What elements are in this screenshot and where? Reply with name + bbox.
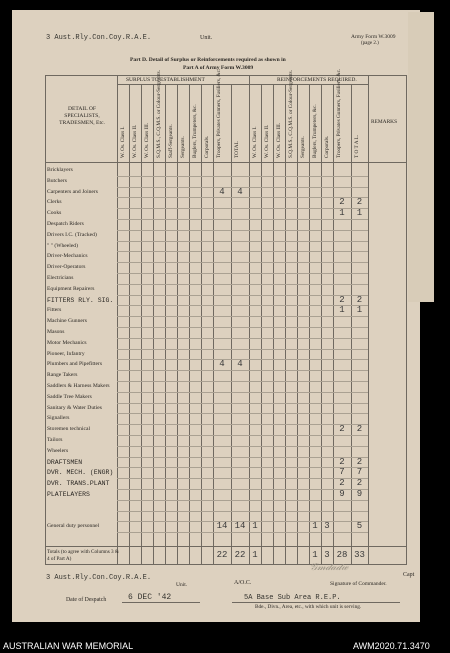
attached-sheet-edge bbox=[408, 12, 434, 302]
total-cell: 1 bbox=[312, 550, 318, 560]
row-label: Driver-Operators bbox=[47, 264, 86, 271]
group-header-rule bbox=[117, 84, 368, 85]
row-rule bbox=[117, 284, 368, 285]
row-rule bbox=[117, 176, 368, 177]
header-bottom-rule bbox=[45, 162, 407, 163]
table-left-rule bbox=[45, 75, 46, 564]
table-cell: 1 bbox=[339, 305, 345, 316]
row-label: Machine Gunners bbox=[47, 318, 87, 325]
row-label: Plumbers and Pipefitters bbox=[47, 361, 102, 368]
table-bottom-rule bbox=[45, 564, 407, 565]
row-rule bbox=[117, 230, 368, 231]
footer-unit-entry: 3 Aust.Rly.Con.Coy.R.A.E. bbox=[46, 574, 152, 582]
row-rule bbox=[117, 327, 368, 328]
column-header: Buglers, Trumpeters, &c. bbox=[192, 104, 198, 158]
row-rule bbox=[117, 381, 368, 382]
table-cell: 4 bbox=[219, 186, 225, 197]
total-cell: 33 bbox=[354, 550, 365, 560]
column-header: Sergeants. bbox=[180, 136, 186, 158]
row-rule bbox=[117, 403, 368, 404]
archive-reference: AWM2020.71.3470 bbox=[353, 641, 430, 651]
column-rule bbox=[213, 84, 214, 564]
column-header: T O T A L. bbox=[354, 134, 360, 158]
row-rule bbox=[117, 273, 368, 274]
column-rule bbox=[368, 75, 369, 564]
column-rule bbox=[273, 84, 274, 564]
column-rule bbox=[141, 84, 142, 564]
unit-entry: 3 Aust.Rly.Con.Coy.R.A.E. bbox=[46, 34, 152, 42]
row-rule bbox=[117, 262, 368, 263]
column-header: Buglers, Trumpeters, &c. bbox=[312, 104, 318, 158]
table-cell: 2 bbox=[356, 456, 363, 467]
table-cell: 1 bbox=[339, 208, 345, 219]
row-rule bbox=[117, 305, 368, 306]
row-rule bbox=[117, 295, 368, 296]
column-header: Corporals. bbox=[324, 135, 330, 158]
table-cell: 1 bbox=[312, 521, 318, 532]
form-number: Army Form W.3009 bbox=[351, 34, 396, 40]
table-cell: 2 bbox=[339, 294, 345, 305]
row-rule bbox=[117, 208, 368, 209]
column-header: S.Q.M.S., C.Q.M.S. or Colour-Sergeants. bbox=[288, 70, 294, 158]
row-rule bbox=[117, 251, 368, 252]
row-label: Storemen technical bbox=[47, 426, 91, 433]
totals-label: Totals (to agree with Columns 3 & 4 of Part A) bbox=[47, 549, 119, 562]
totals-top-rule bbox=[45, 546, 407, 547]
row-label: General duty personnel bbox=[47, 523, 100, 530]
column-header: W. Os. Class III. bbox=[144, 122, 150, 158]
row-rule bbox=[117, 219, 368, 220]
table-cell: 14 bbox=[216, 521, 228, 532]
footer-unit-label: Unit. bbox=[176, 582, 188, 588]
column-rule bbox=[321, 84, 322, 564]
area-entry: 5A Base Sub Area R.E.P. bbox=[244, 594, 341, 602]
table-top-rule bbox=[45, 75, 407, 76]
unit-label: Unit. bbox=[200, 35, 213, 41]
table-cell: 2 bbox=[339, 197, 345, 208]
column-header: Troopers, Privates Gunners, Fusiliers, &c. bbox=[216, 68, 222, 158]
row-rule bbox=[117, 467, 368, 468]
row-label: Saddlers & Harness Makers bbox=[47, 383, 110, 389]
table-cell: 7 bbox=[356, 467, 363, 478]
row-rule bbox=[117, 478, 368, 479]
table-cell: 4 bbox=[219, 359, 225, 370]
column-rule bbox=[297, 84, 298, 564]
table-cell: 2 bbox=[339, 456, 345, 467]
area-rule bbox=[232, 602, 400, 603]
despatch-date: 6 DEC '42 bbox=[128, 593, 172, 602]
row-label: Driver-Mechanics bbox=[47, 253, 88, 260]
row-label: FITTERS RLY. SIG. bbox=[47, 296, 114, 304]
row-rule bbox=[117, 489, 368, 490]
row-label: Drivers I.C. (Tracked) bbox=[47, 231, 97, 238]
table-cell: 2 bbox=[356, 294, 363, 305]
page-number: (page 2.) bbox=[361, 41, 379, 46]
column-rule bbox=[231, 84, 232, 564]
row-label: Bricklayers bbox=[47, 167, 73, 173]
remarks-header: REMARKS bbox=[371, 119, 398, 125]
column-rule bbox=[189, 84, 190, 564]
archive-name: AUSTRALIAN WAR MEMORIAL bbox=[3, 641, 134, 651]
total-cell: 3 bbox=[324, 550, 330, 560]
row-label: Cooks bbox=[47, 210, 62, 217]
row-label: Range Takers bbox=[47, 372, 78, 379]
row-label: Butchers bbox=[47, 177, 67, 184]
column-rule bbox=[285, 84, 286, 564]
signature-label: Signature of Commander. bbox=[330, 581, 387, 587]
total-cell: 28 bbox=[336, 550, 348, 560]
column-rule bbox=[201, 84, 202, 564]
column-header: W. Os. Class III. bbox=[276, 122, 282, 158]
row-rule bbox=[117, 349, 368, 350]
row-label: Saddle Tree Makers bbox=[47, 393, 92, 400]
column-header: W. Os. Class II. bbox=[132, 124, 138, 158]
column-rule bbox=[165, 84, 166, 564]
table-cell: 1 bbox=[252, 521, 258, 532]
row-rule bbox=[117, 338, 368, 339]
table-cell: 7 bbox=[339, 467, 345, 478]
row-label: Clerks bbox=[47, 199, 62, 206]
row-label: Sanitary & Water Duties bbox=[47, 404, 102, 411]
row-label: Masons bbox=[47, 329, 65, 335]
table-cell: 9 bbox=[339, 489, 345, 499]
row-label: Signallers bbox=[47, 415, 70, 422]
column-rule bbox=[249, 75, 250, 564]
column-header: Staff-Sergeants. bbox=[168, 124, 174, 158]
column-header: S.Q.M.S., C.Q.M.S. or Colour-Sergeants. bbox=[156, 70, 162, 158]
table-cell: 2 bbox=[356, 197, 363, 208]
row-label: Tailors bbox=[47, 437, 63, 443]
total-cell: 22 bbox=[216, 550, 228, 560]
column-header: Sergeants. bbox=[300, 136, 306, 158]
row-label: Equipment Repairers bbox=[47, 285, 95, 292]
row-rule bbox=[117, 413, 368, 414]
row-label: DRAFTSMEN bbox=[47, 458, 83, 466]
row-label: PLATELAYERS bbox=[47, 491, 90, 498]
column-rule bbox=[117, 75, 118, 564]
commander-signature: 𝒢𝓂𝒹𝒶𝒹𝓌 bbox=[310, 562, 349, 573]
column-header: Troopers, Privates Gunners, Fusiliers, &c. bbox=[336, 68, 342, 158]
row-label: Motor Mechanics bbox=[47, 339, 87, 346]
area-label: Bde., Divn., Area, etc., with which unit is serving. bbox=[255, 604, 362, 610]
row-rule bbox=[117, 424, 368, 425]
table-right-rule bbox=[406, 75, 407, 564]
row-rule bbox=[117, 500, 368, 501]
form-title-line2: Part A of Army Form W.3009 bbox=[183, 65, 254, 71]
form-title-line1: Part D. Detail of Surplus or Reinforcements required as shown in bbox=[130, 57, 286, 63]
rank-entry: Capt bbox=[403, 572, 415, 578]
row-label: DVR. TRANS.PLANT bbox=[47, 480, 110, 488]
table-cell: 1 bbox=[356, 208, 363, 219]
table-cell: 2 bbox=[339, 424, 345, 435]
table-cell: 2 bbox=[356, 424, 363, 435]
column-rule bbox=[129, 84, 130, 564]
table-cell: 1 bbox=[356, 305, 363, 316]
column-rule bbox=[309, 84, 310, 564]
table-cell: 5 bbox=[356, 521, 363, 532]
row-label: Despatch Riders bbox=[47, 221, 84, 227]
row-rule bbox=[117, 316, 368, 317]
table-cell: 2 bbox=[356, 478, 363, 489]
despatch-label: Date of Despatch bbox=[66, 597, 107, 603]
row-label: DVR. MECH. (ENGR) bbox=[47, 469, 114, 477]
column-rule bbox=[153, 84, 154, 564]
total-cell: 1 bbox=[252, 550, 258, 560]
column-rule bbox=[177, 84, 178, 564]
row-rule bbox=[117, 511, 368, 512]
table-cell: 4 bbox=[237, 359, 243, 370]
row-rule bbox=[117, 435, 368, 436]
row-label: Wheelers bbox=[47, 447, 69, 454]
column-rule bbox=[261, 84, 262, 564]
table-cell: 9 bbox=[356, 489, 363, 499]
column-header: TOTAL bbox=[234, 141, 240, 158]
archive-footer-bar bbox=[0, 638, 450, 653]
table-cell: 2 bbox=[339, 478, 345, 489]
row-rule bbox=[117, 446, 368, 447]
row-label: Pioneer, Infantry bbox=[47, 350, 85, 357]
aoc-label: A/O.C. bbox=[234, 580, 252, 586]
row-label: " " (Wheeled) bbox=[47, 242, 78, 249]
label-column-header: DETAIL OF SPECIALISTS, TRADESMEN, Etc. bbox=[59, 106, 105, 126]
column-header: W. Os. Class I. bbox=[120, 126, 126, 158]
row-rule bbox=[117, 392, 368, 393]
total-cell: 22 bbox=[234, 550, 246, 560]
despatch-date-rule bbox=[122, 602, 200, 603]
row-rule bbox=[117, 532, 368, 533]
group-surplus-header: SURPLUS TO ESTABLISHMENT bbox=[126, 77, 205, 83]
row-label: Fitters bbox=[47, 307, 62, 314]
column-header: W. Os. Class II. bbox=[264, 124, 270, 158]
row-rule bbox=[117, 457, 368, 458]
row-label: Carpenters and Joiners bbox=[47, 188, 98, 195]
row-rule bbox=[117, 197, 368, 198]
column-header: W. Os. Class I. bbox=[252, 126, 258, 158]
group-reinforcements-header: REINFORCEMENTS REQUIRED. bbox=[277, 77, 357, 83]
table-cell: 14 bbox=[234, 521, 246, 532]
table-cell: 4 bbox=[237, 186, 243, 197]
row-label: Electricians bbox=[47, 275, 74, 281]
table-cell: 3 bbox=[324, 521, 330, 532]
row-rule bbox=[117, 241, 368, 242]
row-rule bbox=[117, 370, 368, 371]
column-header: Corporals. bbox=[204, 135, 210, 158]
